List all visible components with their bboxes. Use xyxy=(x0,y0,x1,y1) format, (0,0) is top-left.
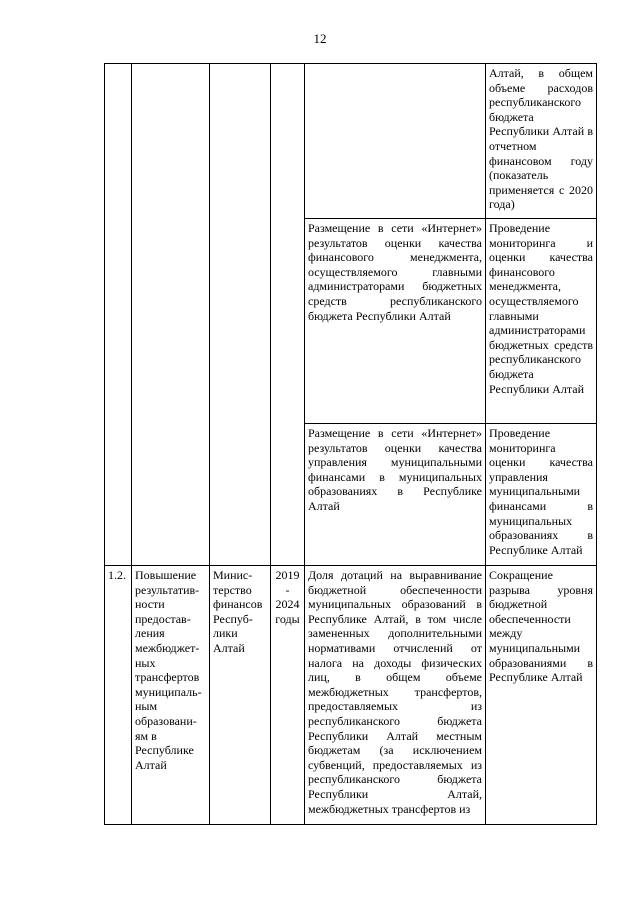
row-number-cell xyxy=(105,64,132,566)
result-cell: Проведение мониторинга и оценки качества финансового менеджмента, осуществляемого главными администраторами бюджетных средств республиканского бюджета Республики Алтай xyxy=(486,219,597,424)
measure-name-cell xyxy=(132,64,210,566)
indicator-cell: Доля дотаций на выравнивание бюджетной обеспеченности муниципальных образований в Республике Алтай, в том числе замененных дополнительными нормативами отчислений от налога на доходы физических лиц, в общем объеме межбюджетных трансфертов, предоставляемых из республиканского бюджета Республики Алтай местным бюджетам (за исключением субвенций, предоставляемых из республиканского бюджета Республики Алтай, межбюджетных трансфертов из xyxy=(305,566,486,825)
term-cell xyxy=(271,64,305,566)
indicator-cell xyxy=(305,64,486,219)
term-cell: 2019 - 2024 годы xyxy=(271,566,305,825)
page-number: 12 xyxy=(313,31,327,46)
executor-cell xyxy=(210,64,271,566)
measure-name-cell: Повышение результатив- ности предостав- ления межбюджет- ных трансфертов муниципаль- ным образовани- ям в Республике Алтай xyxy=(132,566,210,825)
table-row xyxy=(105,64,597,219)
indicator-cell: Размещение в сети «Интернет» результатов оценки качества финансового менеджмента, осуществляемого главными администраторами бюджетных средств республиканского бюджета Республики Алтай xyxy=(305,219,486,424)
indicator-cell: Размещение в сети «Интернет» результатов оценки качества управления муниципальными финансами в муниципальных образованиях в Республике Алтай xyxy=(305,424,486,566)
table-row xyxy=(105,566,597,825)
executor-cell: Минис- терство финансов Респуб- лики Алтай xyxy=(210,566,271,825)
measures-table xyxy=(104,63,597,825)
result-cell: Проведение мониторинга оценки качества управления муниципальными финансами в муниципальных образованиях в Республике Алтай xyxy=(486,424,597,566)
result-cell: Алтай, в общем объеме расходов республиканского бюджета Республики Алтай в отчетном финансовом году (показатель применяется с 2020 года) xyxy=(486,64,597,219)
result-cell: Сокращение разрыва уровня бюджетной обеспеченности между муниципальными образованиями в Республике Алтай xyxy=(486,566,597,825)
row-number-cell: 1.2. xyxy=(105,566,132,825)
